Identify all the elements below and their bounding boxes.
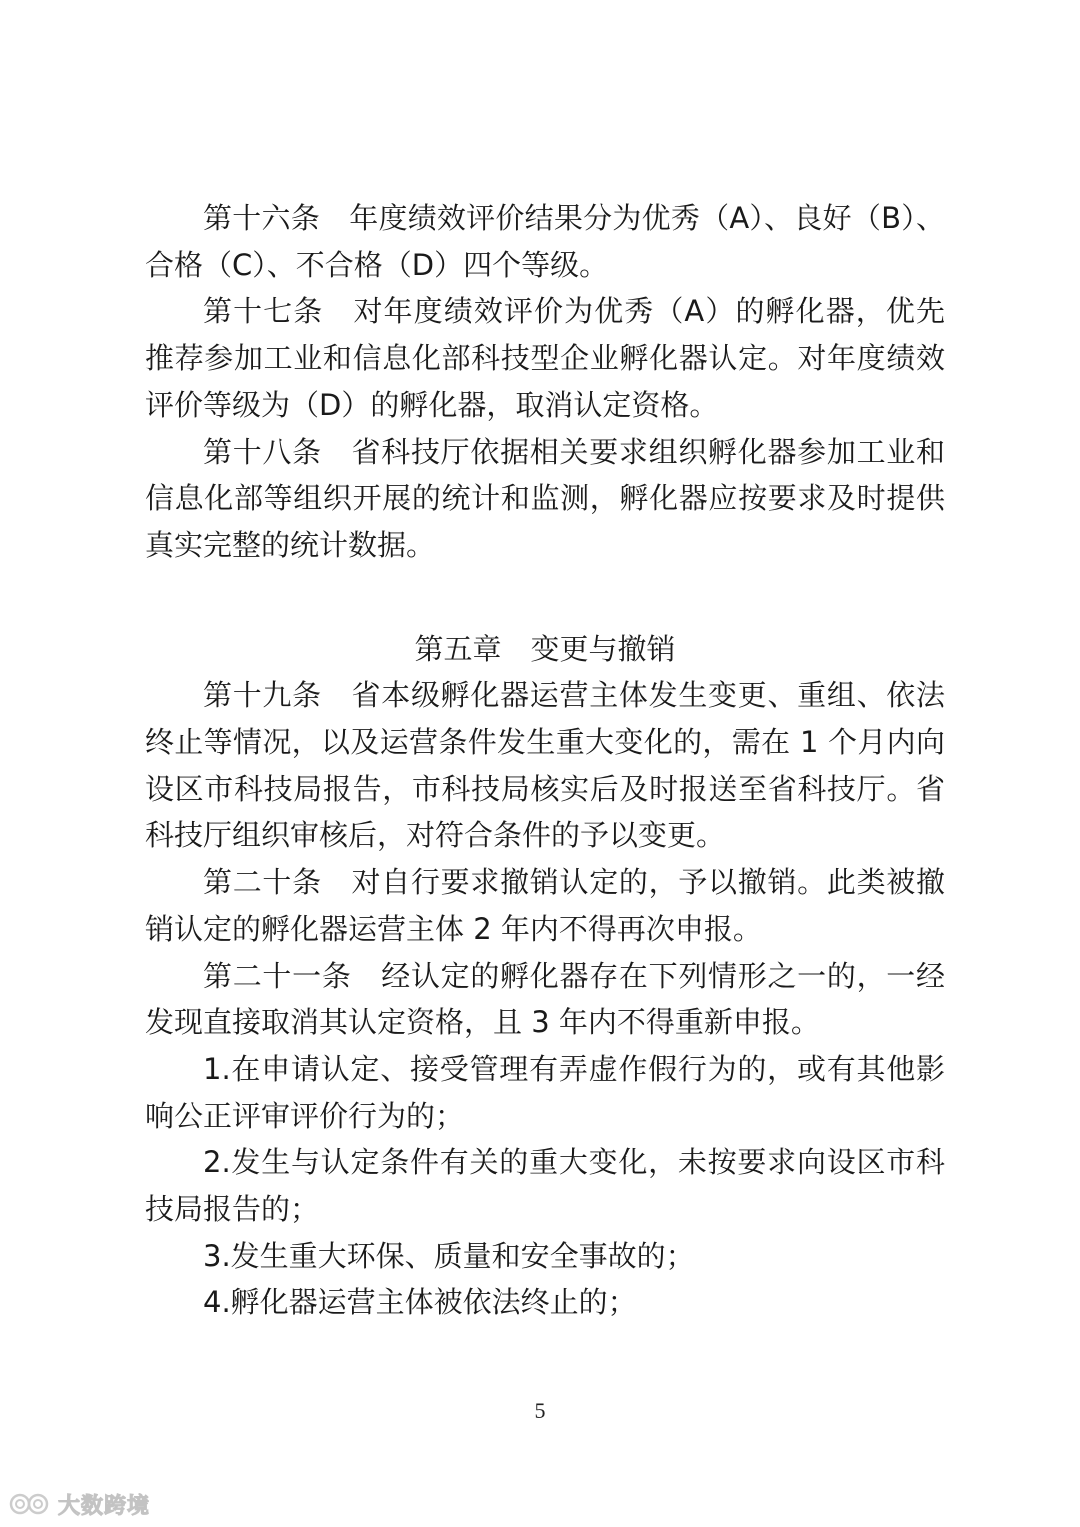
article-text: 对自行要求撤销认定的，予以撤销。此类被撤销认定的孵化器运营主体 2 年内不得再次申报。 (145, 865, 945, 946)
list-item: 2.发生与认定条件有关的重大变化，未按要求向设区市科技局报告的； (145, 1145, 945, 1227)
article-16 (145, 195, 945, 288)
article-label: 第二十条 (203, 865, 322, 900)
article-18 (145, 429, 945, 569)
watermark-text: 大数跨境 (58, 1493, 151, 1519)
chapter-label: 第五章 (414, 631, 502, 666)
article-20 (145, 859, 945, 952)
article-label: 第十七条 (203, 294, 324, 329)
article-label: 第十九条 (203, 678, 322, 713)
list-item: 4.孵化器运营主体被依法终止的； (203, 1285, 637, 1320)
article-label: 第二十一条 (203, 958, 352, 993)
article-text: 经认定的孵化器存在下列情形之一的，一经发现直接取消其认定资格，且 3 年内不得重新申报。 (145, 958, 945, 1040)
list-item: 1.在申请认定、接受管理有弄虚作假行为的，或有其他影响公正评审评价行为的； (145, 1051, 945, 1133)
watermark (8, 1488, 150, 1520)
watermark-logo-icon (8, 1490, 54, 1518)
article-text: 省本级孵化器运营主体发生变更、重组、依法终止等情况，以及运营条件发生重大变化的，需在 1 个月内向设区市科技局报告，市科技局核实后及时报送至省科技厅。省科技厅组织审核后，对符合条件的予以变更。 (145, 678, 945, 853)
article-text: 省科技厅依据相关要求组织孵化器参加工业和信息化部等组织开展的统计和监测，孵化器应按要求及时提供真实完整的统计数据。 (145, 434, 945, 562)
article-text: 对年度绩效评价为优秀（A）的孵化器，优先推荐参加工业和信息化部科技型企业孵化器认定。对年度绩效评价等级为（D）的孵化器，取消认定资格。 (145, 294, 945, 422)
article-label: 第十八条 (203, 434, 322, 469)
chapter-title: 变更与撤销 (530, 631, 676, 666)
chapter-heading (145, 626, 945, 673)
article-text: 年度绩效评价结果分为优秀（A）、良好（B）、合格（C）、不合格（D）四个等级。 (145, 201, 945, 282)
page-number: 5 (534, 1398, 546, 1423)
list-item: 3.发生重大环保、质量和安全事故的； (203, 1238, 695, 1273)
article-21 (145, 953, 945, 1046)
document-body (145, 195, 945, 1326)
article-label: 第十六条 (203, 201, 320, 235)
article-19 (145, 672, 945, 859)
article-17 (145, 288, 945, 428)
